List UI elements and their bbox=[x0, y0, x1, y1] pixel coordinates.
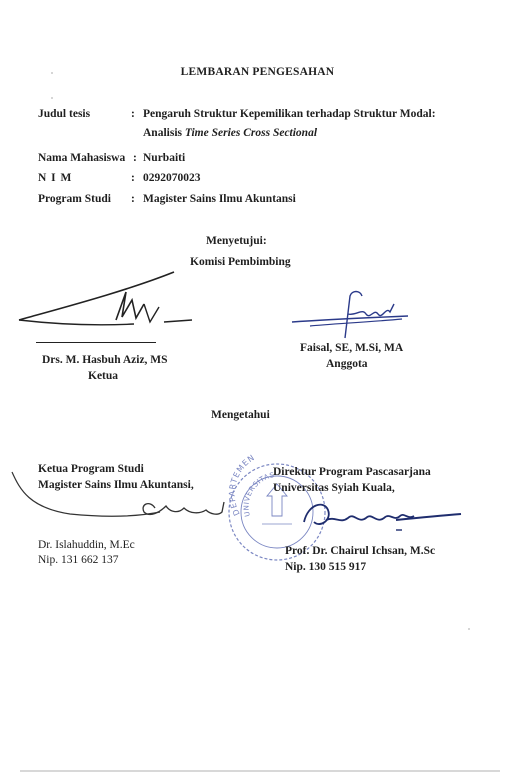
scan-speck bbox=[51, 72, 53, 74]
member-name: Faisal, SE, M.Si, MA bbox=[300, 342, 404, 354]
kaprodi-title-line1: Ketua Program Studi bbox=[38, 463, 144, 475]
member-signature bbox=[290, 286, 410, 346]
thesis-title-separator: : bbox=[131, 108, 135, 120]
nim-value: 0292070023 bbox=[143, 172, 201, 184]
chair-signature-line bbox=[36, 342, 156, 343]
director-nip: Nip. 130 515 917 bbox=[285, 561, 367, 573]
scan-speck bbox=[51, 97, 53, 99]
student-name-label: Nama Mahasiswa bbox=[38, 152, 126, 164]
director-title-line2: Universitas Syiah Kuala, bbox=[273, 482, 395, 494]
approval-heading: Menyetujui: bbox=[206, 235, 267, 247]
chair-role: Ketua bbox=[88, 370, 119, 382]
thesis-title-italic: Time Series Cross Sectional bbox=[184, 127, 318, 139]
student-name-value: Nurbaiti bbox=[143, 152, 186, 164]
thesis-title-label: Judul tesis bbox=[38, 108, 91, 120]
kaprodi-title-line2: Magister Sains Ilmu Akuntansi, bbox=[38, 479, 194, 491]
thesis-title-line2: Analisis Time Series Cross Sectional bbox=[143, 127, 318, 139]
stamp-text-top: DEPARTEMEN bbox=[227, 452, 257, 518]
committee-label: Komisi Pembimbing bbox=[190, 256, 291, 268]
stamp-text-side: UNIVERSITAS bbox=[242, 471, 276, 518]
kaprodi-name: Dr. Islahuddin, M.Ec bbox=[38, 539, 135, 551]
scan-edge-line bbox=[20, 770, 500, 772]
program-separator: : bbox=[131, 193, 135, 205]
kaprodi-signature bbox=[10, 470, 250, 550]
acknowledgement-heading: Mengetahui bbox=[211, 409, 270, 421]
thesis-title-line1: Pengaruh Struktur Kepemilikan terhadap Struktur Modal: bbox=[143, 108, 436, 120]
director-name: Prof. Dr. Chairul Ichsan, M.Sc bbox=[285, 545, 436, 557]
page-title: LEMBARAN PENGESAHAN bbox=[180, 66, 335, 78]
program-label: Program Studi bbox=[38, 193, 111, 205]
scan-speck bbox=[468, 628, 470, 630]
chair-name: Drs. M. Hasbuh Aziz, MS bbox=[42, 354, 168, 366]
member-role: Anggota bbox=[326, 358, 368, 370]
kaprodi-nip: Nip. 131 662 137 bbox=[38, 554, 119, 566]
nim-separator: : bbox=[131, 172, 135, 184]
chair-signature bbox=[14, 262, 204, 342]
program-value: Magister Sains Ilmu Akuntansi bbox=[143, 193, 296, 205]
nim-label: N I M bbox=[38, 172, 73, 184]
student-name-separator: : bbox=[133, 152, 137, 164]
director-title-line1: Direktur Program Pascasarjana bbox=[273, 466, 431, 478]
director-signature bbox=[296, 490, 466, 540]
